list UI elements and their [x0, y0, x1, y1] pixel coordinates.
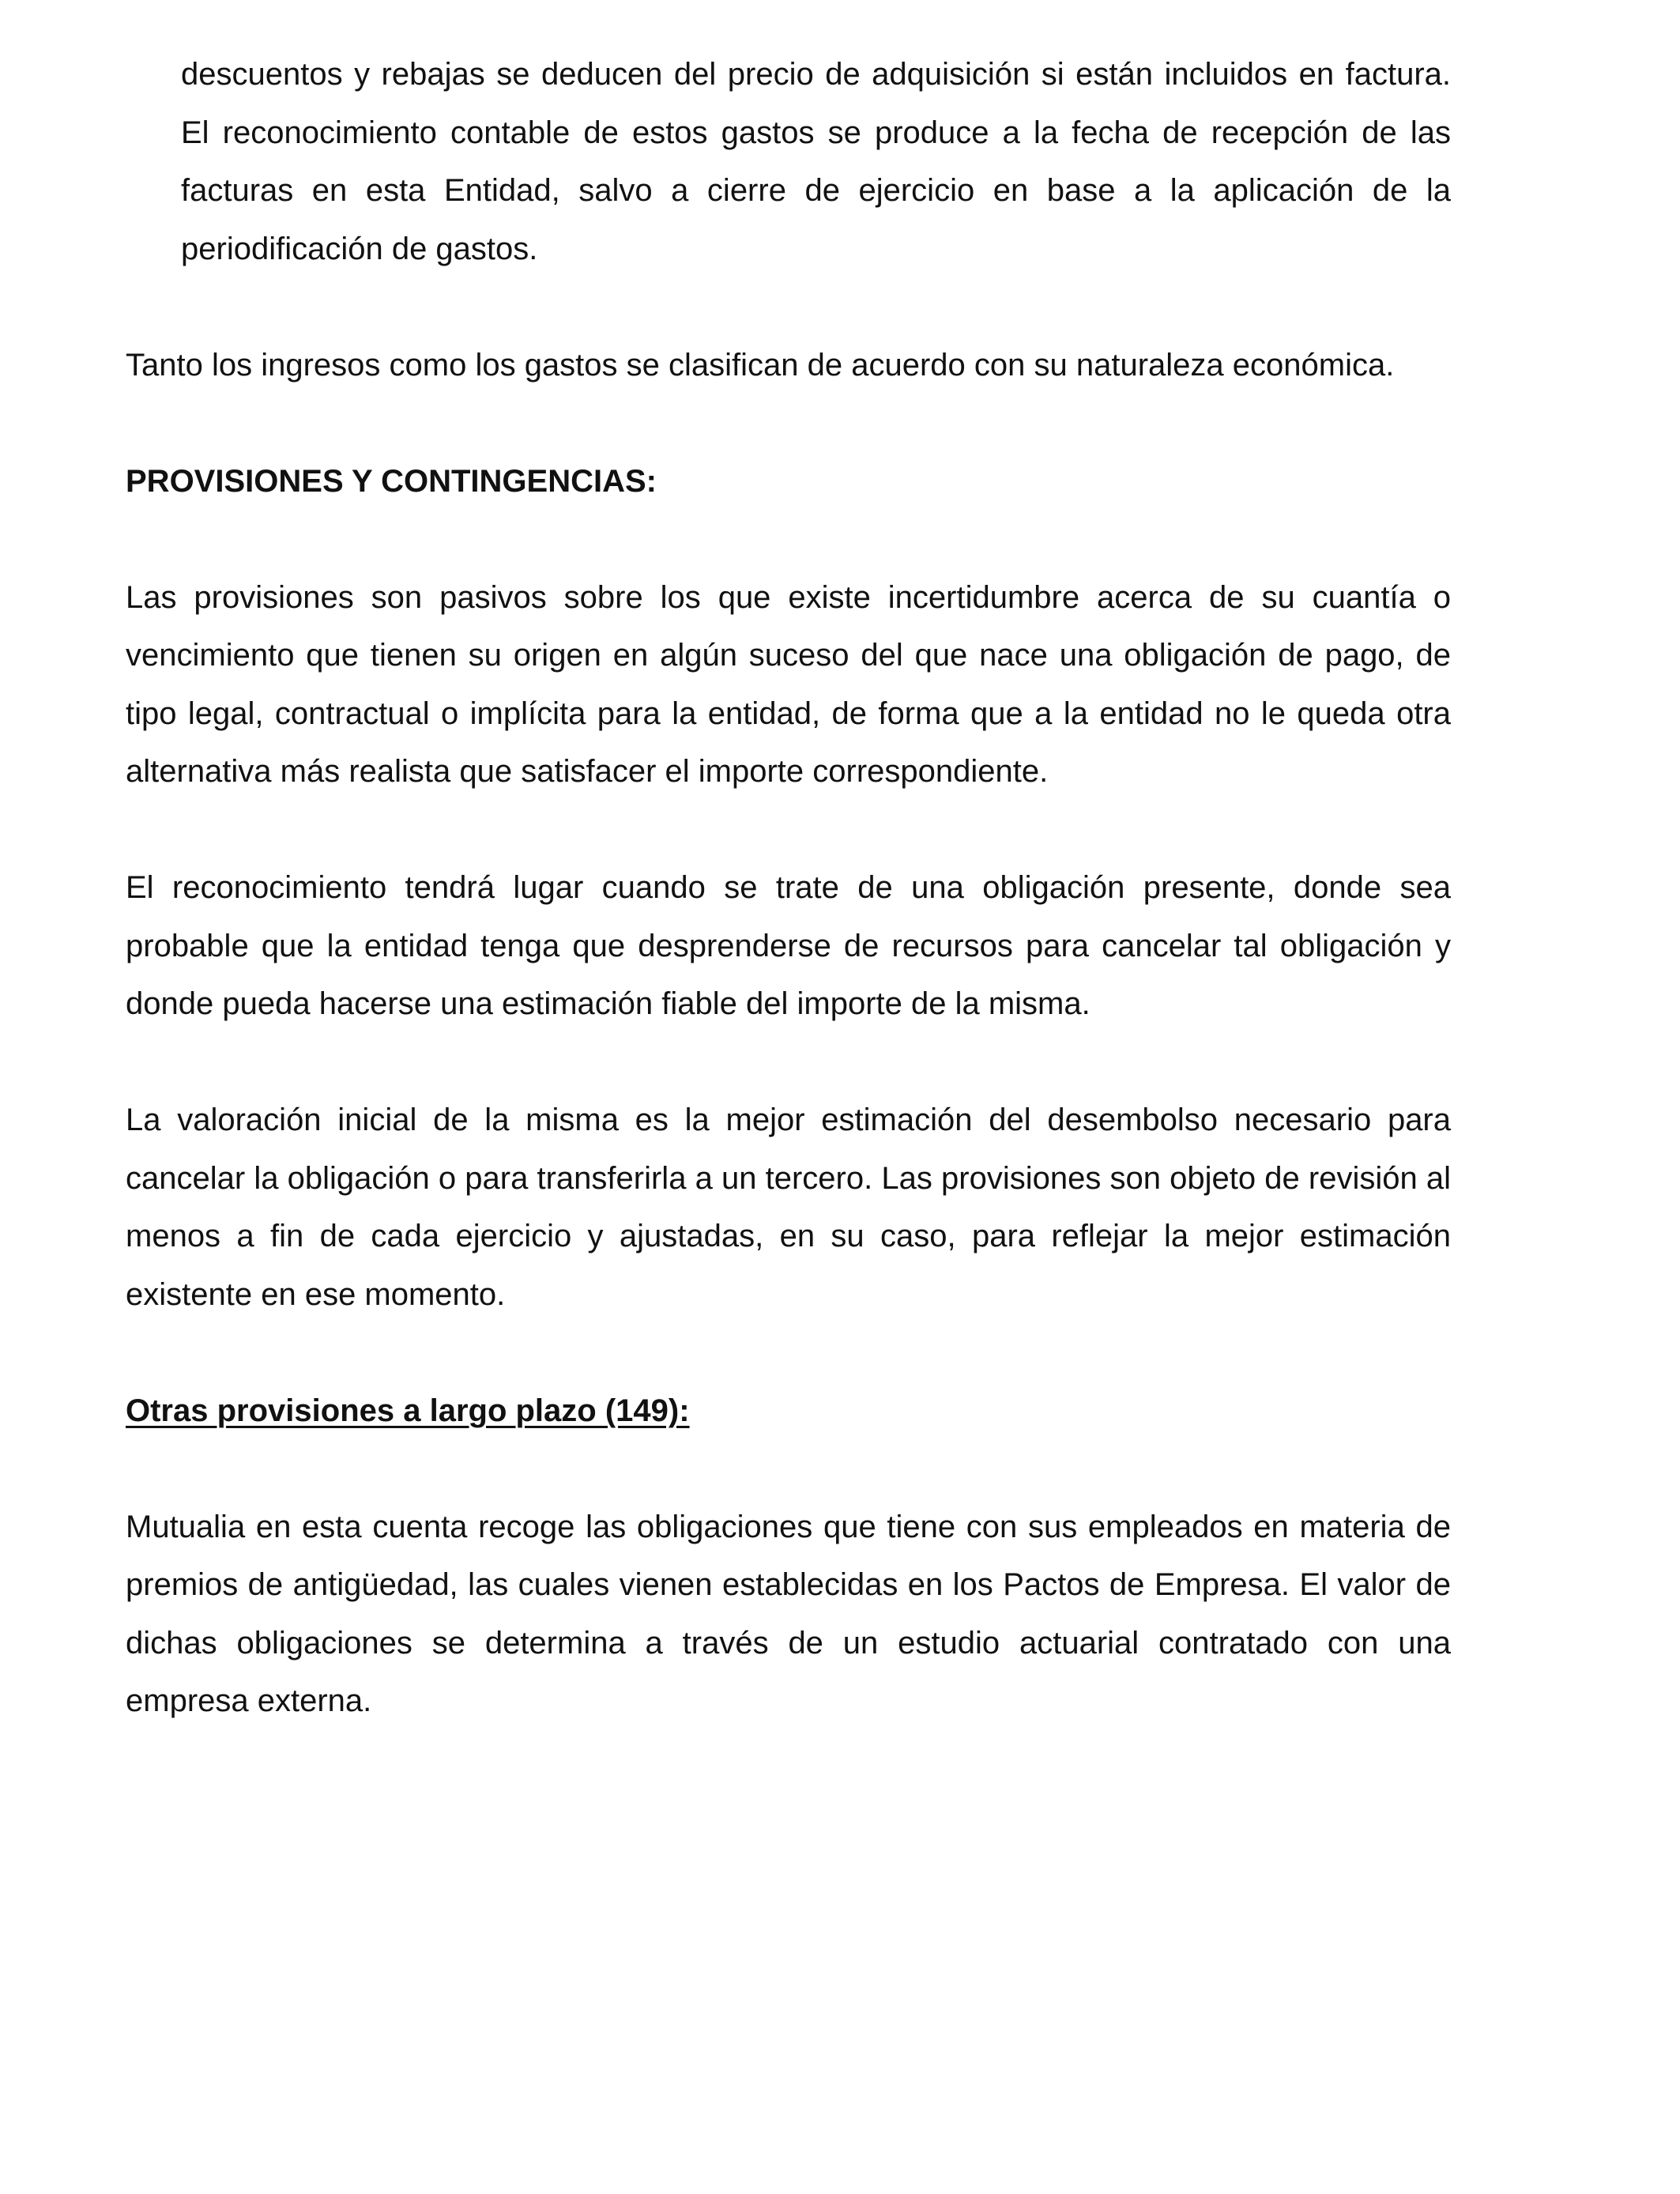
paragraph-valoracion: La valoración inicial de la misma es la mejor estimación del desembolso necesario para cancelar la obligación o para transferirla a un tercero. Las provisiones son objeto de revisión al menos a fin de cada ejercicio y ajustadas, en su caso, para reflejar la mejor estimación existente en ese momento. [126, 1103, 1451, 1312]
spacer [126, 394, 1451, 453]
document-page [126, 46, 1451, 1731]
spacer [126, 1324, 1451, 1382]
spacer [126, 1034, 1451, 1092]
spacer [126, 801, 1451, 860]
paragraph-mutualia: Mutualia en esta cuenta recoge las obligaciones que tiene con sus empleados en materia de premios de antigüedad, las cuales vienen establecidas en los Pactos de Empresa. El valor de dichas obligaciones se determina a través de un estudio actuarial contratado con una empresa externa. [126, 1509, 1451, 1718]
heading-provisiones-contingencias: PROVISIONES Y CONTINGENCIAS: [126, 463, 657, 499]
paragraph-descuentos: descuentos y rebajas se deducen del precio de adquisición si están incluidos en factura. El reconocimiento contable de estos gastos se produce a la fecha de recepción de las facturas en esta Entidad, salvo a cierre de ejercicio en base a la aplicación de la periodificación de gastos. [181, 57, 1451, 266]
paragraph-reconocimiento: El reconocimiento tendrá lugar cuando se trate de una obligación presente, donde sea probable que la entidad tenga que desprenderse de recursos para cancelar tal obligación y donde pueda hacerse una estimación fiable del importe de la misma. [126, 870, 1451, 1021]
heading-otras-provisiones: Otras provisiones a largo plazo (149): [126, 1393, 690, 1428]
spacer [126, 1440, 1451, 1498]
spacer [126, 278, 1451, 337]
spacer [126, 511, 1451, 569]
paragraph-clasificacion: Tanto los ingresos como los gastos se clasifican de acuerdo con su naturaleza económica. [126, 347, 1395, 383]
paragraph-definicion-provisiones: Las provisiones son pasivos sobre los que existe incertidumbre acerca de su cuantía o vencimiento que tienen su origen en algún suceso del que nace una obligación de pago, de tipo legal, contractual o implícita para la entidad, de forma que a la entidad no le queda otra alternativa más realista que satisfacer el importe correspondiente. [126, 579, 1451, 789]
